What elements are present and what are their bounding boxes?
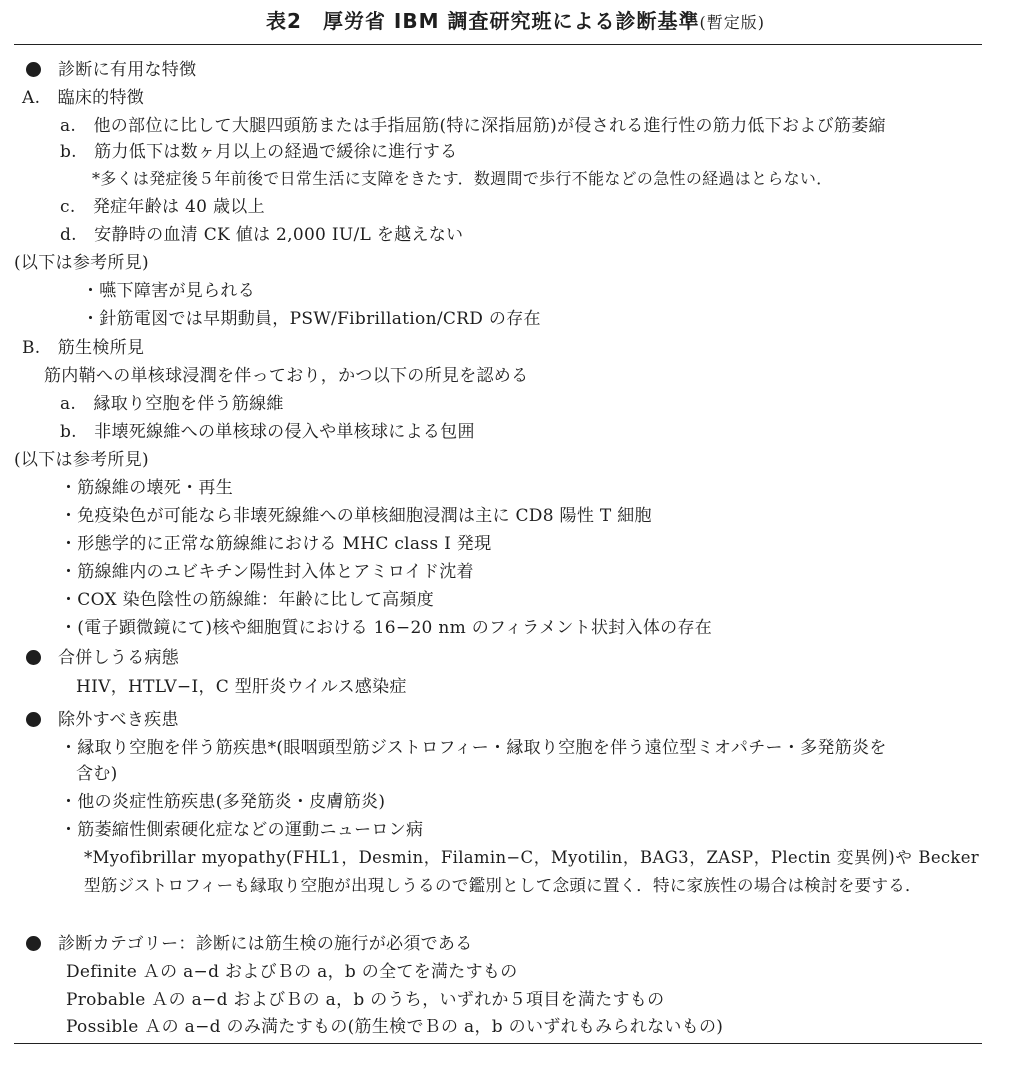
top-rule	[14, 44, 982, 45]
clinical-item-a: a. 他の部位に比して大腿四頭筋または手指屈筋(特に深指屈筋)が侵される進行性の筋力低下および筋萎縮	[60, 116, 886, 136]
biopsy-ref-1: ・筋線維の壊死・再生	[60, 478, 233, 498]
clinical-heading: A. 臨床的特徴	[22, 88, 145, 108]
biopsy-intro: 筋内鞘への単核球浸潤を伴っており，かつ以下の所見を認める	[44, 366, 529, 386]
bullet-icon	[26, 62, 41, 77]
biopsy-ref-4: ・筋線維内のユビキチン陽性封入体とアミロイド沈着	[60, 562, 474, 582]
biopsy-item-b: b. 非壊死線維への単核球の侵入や単核球による包囲	[60, 422, 475, 442]
category-possible: Possible Ａの a−d のみ満たすもの(筋生検でＢの a，b のいずれもみられないもの)	[66, 1017, 724, 1037]
exclude-note: *Myofibrillar myopathy(FHL1，Desmin，Filamin−C，Myotilin，BAG3，ZASP，Plectin 変異例)や Becker 型筋ジストロフィーも縁取り空胞が出現しうるので鑑別として念頭に置く．特に家族性の場合は検討を要する．	[84, 848, 979, 895]
category-definite: Definite Ａの a−d およびＢの a，b の全てを満たすもの	[66, 962, 518, 982]
biopsy-ref-3: ・形態学的に正常な筋線維における MHC class I 発現	[60, 534, 492, 554]
title-main: 表2 厚労省 IBM 調査研究班による診断基準	[266, 9, 700, 33]
bullet-icon	[26, 650, 41, 665]
bottom-rule	[14, 1043, 982, 1044]
exclude-item-2: ・他の炎症性筋疾患(多発筋炎・皮膚筋炎)	[60, 792, 386, 812]
exclude-item-1-cont: 含む)	[76, 764, 118, 784]
clinical-item-d: d. 安静時の血清 CK 値は 2,000 IU/L を越えない	[60, 225, 464, 245]
section-exclude-heading: 除外すべき疾患	[58, 710, 179, 730]
title-sub: (暫定版)	[699, 13, 765, 32]
section-comorbid-body: HIV，HTLV−I，C 型肝炎ウイルス感染症	[76, 677, 407, 697]
section-category-heading: 診断カテゴリー：診断には筋生検の施行が必須である	[58, 934, 473, 954]
section-useful-heading: 診断に有用な特徴	[58, 60, 197, 80]
biopsy-ref-heading: (以下は参考所見)	[14, 450, 149, 470]
clinical-item-b: b. 筋力低下は数ヶ月以上の経過で緩徐に進行する	[60, 142, 458, 162]
biopsy-item-a: a. 縁取り空胞を伴う筋線維	[60, 394, 284, 414]
bullet-icon	[26, 712, 41, 727]
biopsy-heading: B. 筋生検所見	[22, 338, 145, 358]
clinical-item-c: c. 発症年齢は 40 歳以上	[60, 197, 265, 217]
clinical-ref-1: ・嚥下障害が見られる	[82, 281, 255, 301]
exclude-item-3: ・筋萎縮性側索硬化症などの運動ニューロン病	[60, 820, 424, 840]
clinical-ref-2: ・針筋電図では早期動員，PSW/Fibrillation/CRD の存在	[82, 309, 541, 329]
category-probable: Probable Ａの a−d およびＢの a，b のうち，いずれか５項目を満たすもの	[66, 990, 665, 1010]
section-comorbid-heading: 合併しうる病態	[58, 648, 180, 668]
biopsy-ref-6: ・(電子顕微鏡にて)核や細胞質における 16−20 nm のフィラメント状封入体の存在	[60, 618, 713, 638]
clinical-ref-heading: (以下は参考所見)	[14, 253, 149, 273]
biopsy-ref-2: ・免疫染色が可能なら非壊死線維への単核細胞浸潤は主に CD8 陽性 T 細胞	[60, 506, 652, 526]
table-title	[0, 6, 1031, 38]
exclude-item-1: ・縁取り空胞を伴う筋疾患*(眼咽頭型筋ジストロフィー・縁取り空胞を伴う遠位型ミオパチー・多発筋炎を	[60, 738, 887, 758]
clinical-item-b-note: *多くは発症後５年前後で日常生活に支障をきたす．数週間で歩行不能などの急性の経過はとらない．	[92, 169, 833, 188]
bullet-icon	[26, 936, 41, 951]
biopsy-ref-5: ・COX 染色陰性の筋線維：年齢に比して高頻度	[60, 590, 435, 610]
